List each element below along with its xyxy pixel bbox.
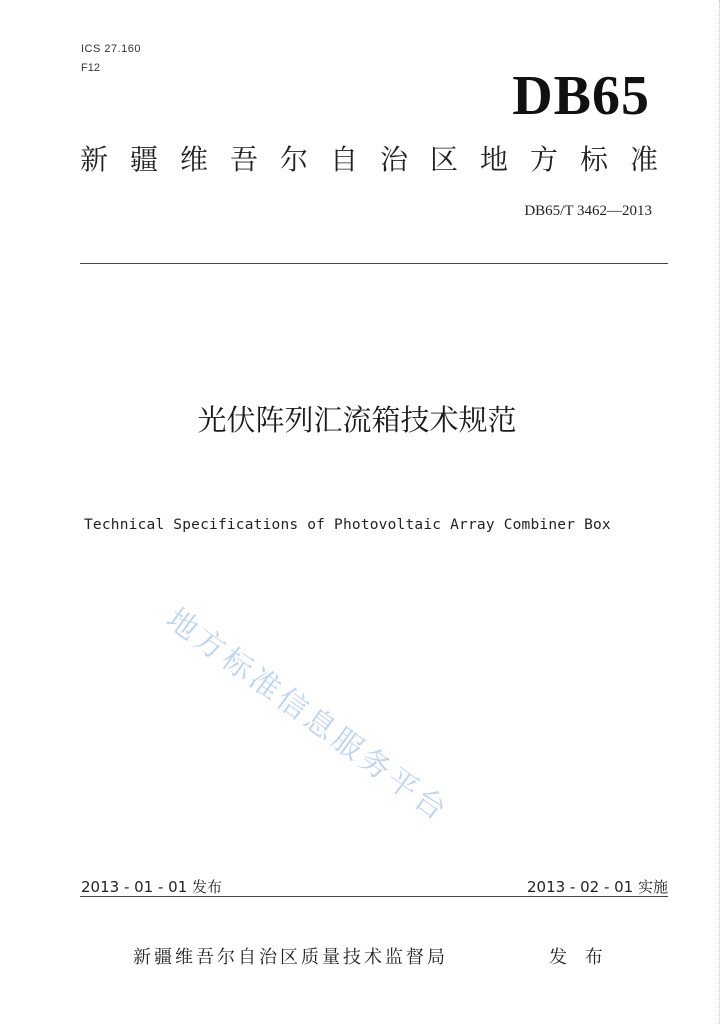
issue-label: 发 布 <box>549 947 609 968</box>
watermark: 地方标准信息服务平台 <box>159 601 456 830</box>
release-date: 2013 - 01 - 01 发布 <box>81 878 223 896</box>
standard-number: DB65/T 3462—2013 <box>524 203 652 219</box>
scan-edge-line <box>719 0 720 1024</box>
footer-divider <box>80 896 668 897</box>
ics-code: ICS 27.160 <box>81 43 142 55</box>
ccs-code: F12 <box>81 62 100 74</box>
implementation-date: 2013 - 02 - 01 实施 <box>526 878 668 896</box>
header-divider <box>80 263 668 264</box>
standard-type-heading: 新疆维吾尔自治区地方标准 <box>80 143 658 176</box>
issuing-authority: 新疆维吾尔自治区质量技术监督局 <box>133 947 448 968</box>
standard-code-logo: DB65 <box>512 65 650 127</box>
document-title-english: Technical Specifications of Photovoltaic Array Combiner Box <box>84 517 611 533</box>
document-title-chinese: 光伏阵列汇流箱技术规范 <box>197 403 517 437</box>
